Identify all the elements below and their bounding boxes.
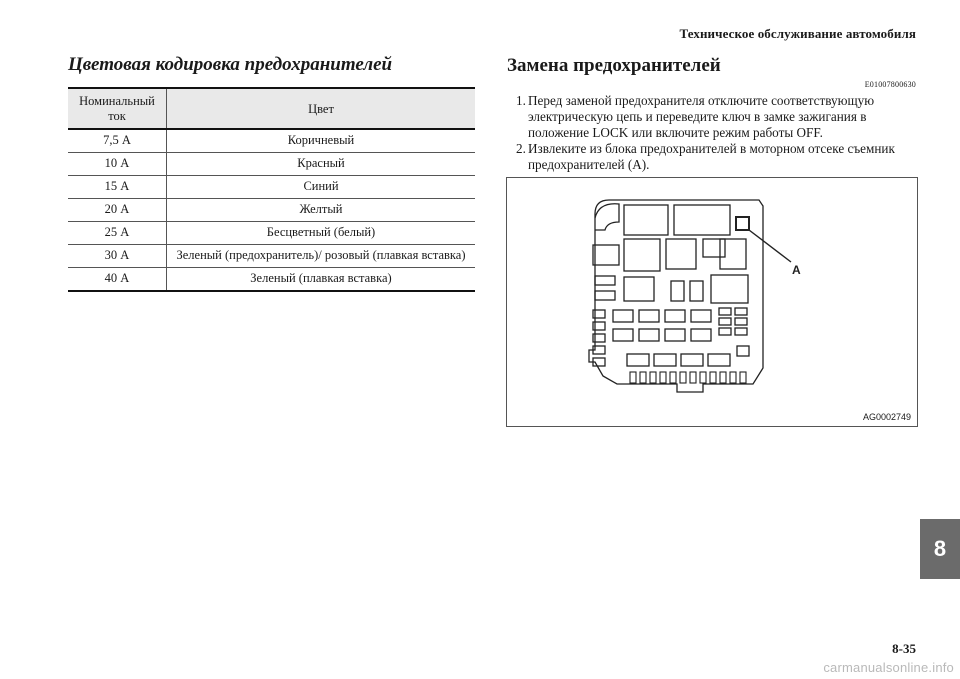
table-row	[68, 129, 475, 153]
step-item	[516, 93, 920, 141]
relay-7	[711, 275, 748, 303]
callout-label-a: A	[792, 263, 801, 277]
fuse-box-latch	[595, 204, 619, 230]
fuse-color-heading: Цветовая кодировка предохранителей	[68, 54, 393, 75]
cell-color: Коричневый	[167, 129, 476, 153]
chapter-tab: 8	[920, 519, 960, 579]
fuse-row-2	[613, 329, 711, 341]
step-text: Перед заменой предохранителя отключите соответствующую электрическую цепь и переведите ключ в замке зажигания в положение LOCK или включите режим работы OFF.	[528, 93, 875, 140]
fuse-box-diagram	[507, 178, 917, 426]
table-header-row	[68, 88, 475, 129]
page-number: 8-35	[892, 641, 916, 656]
cell-current: 15 А	[68, 176, 167, 199]
figure-code: AG0002749	[862, 412, 911, 422]
cell-current: 40 А	[68, 268, 167, 292]
relay-4	[703, 239, 725, 257]
relay-top-2	[674, 205, 730, 235]
table-row	[68, 245, 475, 268]
cell-current: 20 А	[68, 199, 167, 222]
cell-current: 30 А	[68, 245, 167, 268]
cell-color: Бесцветный (белый)	[167, 222, 476, 245]
cell-color: Желтый	[167, 199, 476, 222]
watermark-text: carmanualsonline.info	[823, 660, 954, 675]
table-row	[68, 268, 475, 292]
cell-color: Красный	[167, 153, 476, 176]
fuse-color-table	[68, 87, 475, 292]
document-code: E01007800630	[864, 80, 916, 89]
instruction-steps	[516, 93, 920, 173]
relay-3	[666, 239, 696, 269]
cell-current: 10 А	[68, 153, 167, 176]
running-header: Техническое обслуживание автомобиля	[679, 26, 916, 41]
step-number: 1.	[516, 93, 526, 108]
cell-current: 25 А	[68, 222, 167, 245]
relay-top-1	[624, 205, 668, 235]
fuse-s-2	[595, 291, 615, 300]
relay-2	[624, 239, 660, 271]
mini-fuse-row	[630, 372, 746, 383]
step-number: 2.	[516, 141, 526, 156]
cell-color: Зеленый (предохранитель)/ розовый (плавкая вставка)	[167, 245, 476, 268]
header-rated-current: Номинальный ток	[68, 88, 167, 129]
header-color: Цвет	[167, 88, 476, 129]
table-row	[68, 222, 475, 245]
table-row	[68, 199, 475, 222]
fuse-m-1	[671, 281, 684, 301]
fuse-m-2	[690, 281, 703, 301]
relay-1	[593, 245, 619, 265]
table-row	[68, 176, 475, 199]
fuse-row-3	[627, 346, 749, 366]
step-item	[516, 141, 920, 173]
callout-leader-line	[749, 230, 791, 262]
relay-6	[624, 277, 654, 301]
relay-5	[720, 239, 746, 269]
step-text: Извлеките из блока предохранителей в моторном отсеке съемник предохранителей (А).	[528, 141, 895, 172]
cell-current: 7,5 А	[68, 129, 167, 153]
fuse-box-figure	[506, 177, 918, 427]
cell-color: Синий	[167, 176, 476, 199]
fuse-replacement-heading: Замена предохранителей	[507, 55, 721, 76]
cell-color: Зеленый (плавкая вставка)	[167, 268, 476, 292]
fuse-puller	[736, 217, 749, 230]
fuse-s-1	[595, 276, 615, 285]
table-row	[68, 153, 475, 176]
